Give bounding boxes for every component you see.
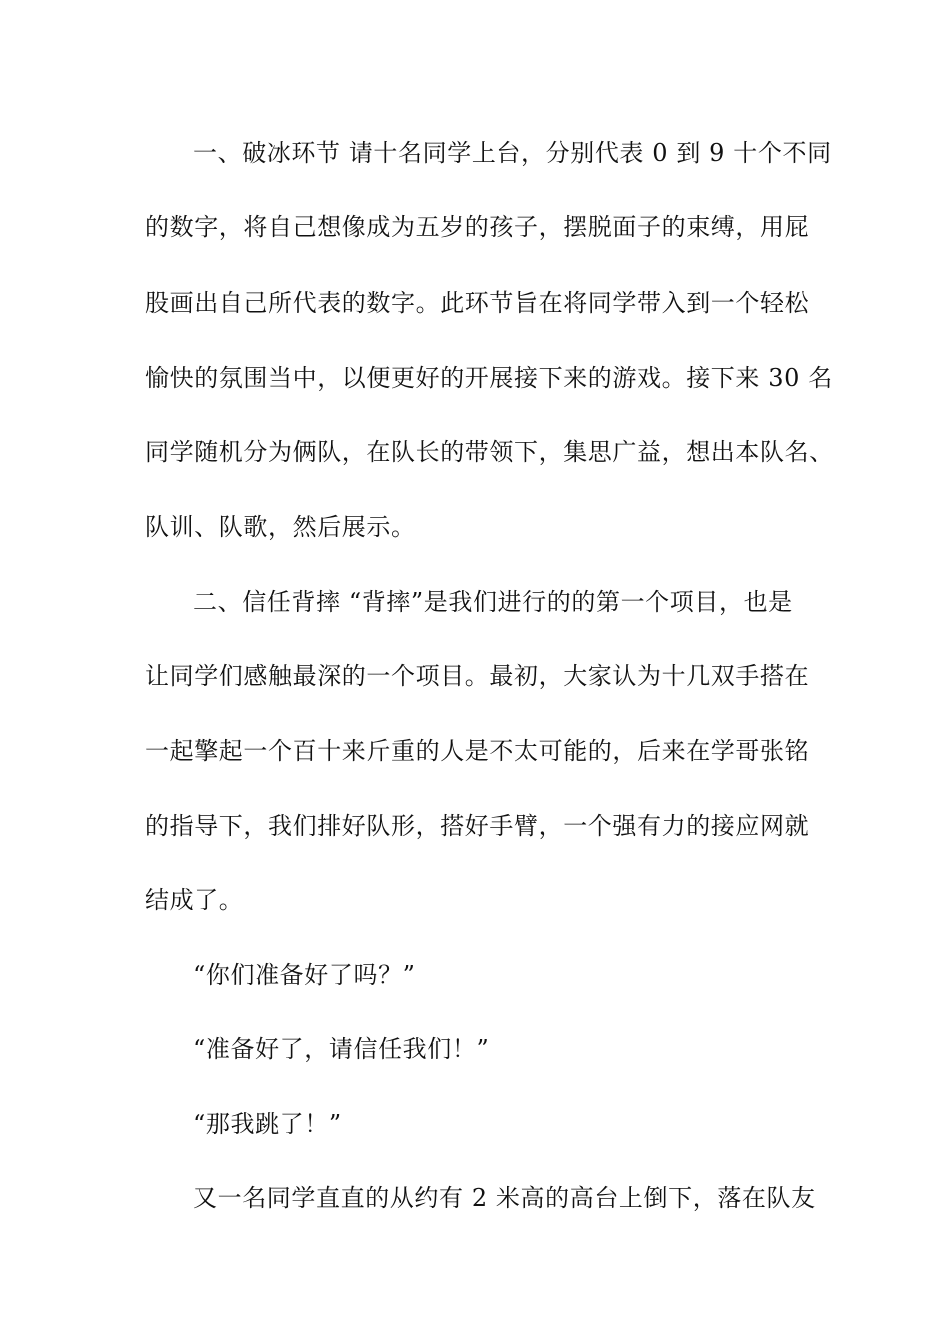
paragraph-1-line-1: 一、破冰环节 请十名同学上台，分别代表 0 到 9 十个不同: [193, 139, 832, 167]
paragraph-1-line-3: 股画出自己所代表的数字。此环节旨在将同学带入到一个轻松: [145, 289, 810, 317]
paragraph-2-line-5: 结成了。: [145, 886, 244, 914]
paragraph-3-line-1: 又一名同学直直的从约有 2 米高的高台上倒下，落在队友: [193, 1184, 816, 1212]
paragraph-2-line-3: 一起擎起一个百十来斤重的人是不太可能的，后来在学哥张铭: [145, 737, 810, 765]
paragraph-1-line-2: 的数字，将自己想像成为五岁的孩子，摆脱面子的束缚，用屁: [145, 213, 810, 241]
dialogue-line-3: “那我跳了！”: [193, 1110, 342, 1138]
paragraph-1-line-4: 愉快的氛围当中，以便更好的开展接下来的游戏。接下来 30 名: [145, 364, 833, 392]
paragraph-2-line-4: 的指导下，我们排好队形，搭好手臂，一个强有力的接应网就: [145, 812, 810, 840]
dialogue-line-2: “准备好了，请信任我们！”: [193, 1035, 490, 1063]
paragraph-2-line-2: 让同学们感触最深的一个项目。最初，大家认为十几双手搭在: [145, 662, 810, 690]
paragraph-1-line-5: 同学随机分为俩队，在队长的带领下，集思广益，想出本队名、: [145, 438, 834, 466]
dialogue-line-1: “你们准备好了吗？”: [193, 961, 416, 989]
paragraph-1-line-6: 队训、队歌，然后展示。: [145, 513, 416, 541]
paragraph-2-line-1: 二、信任背摔 “背摔”是我们进行的的第一个项目，也是: [193, 588, 793, 616]
